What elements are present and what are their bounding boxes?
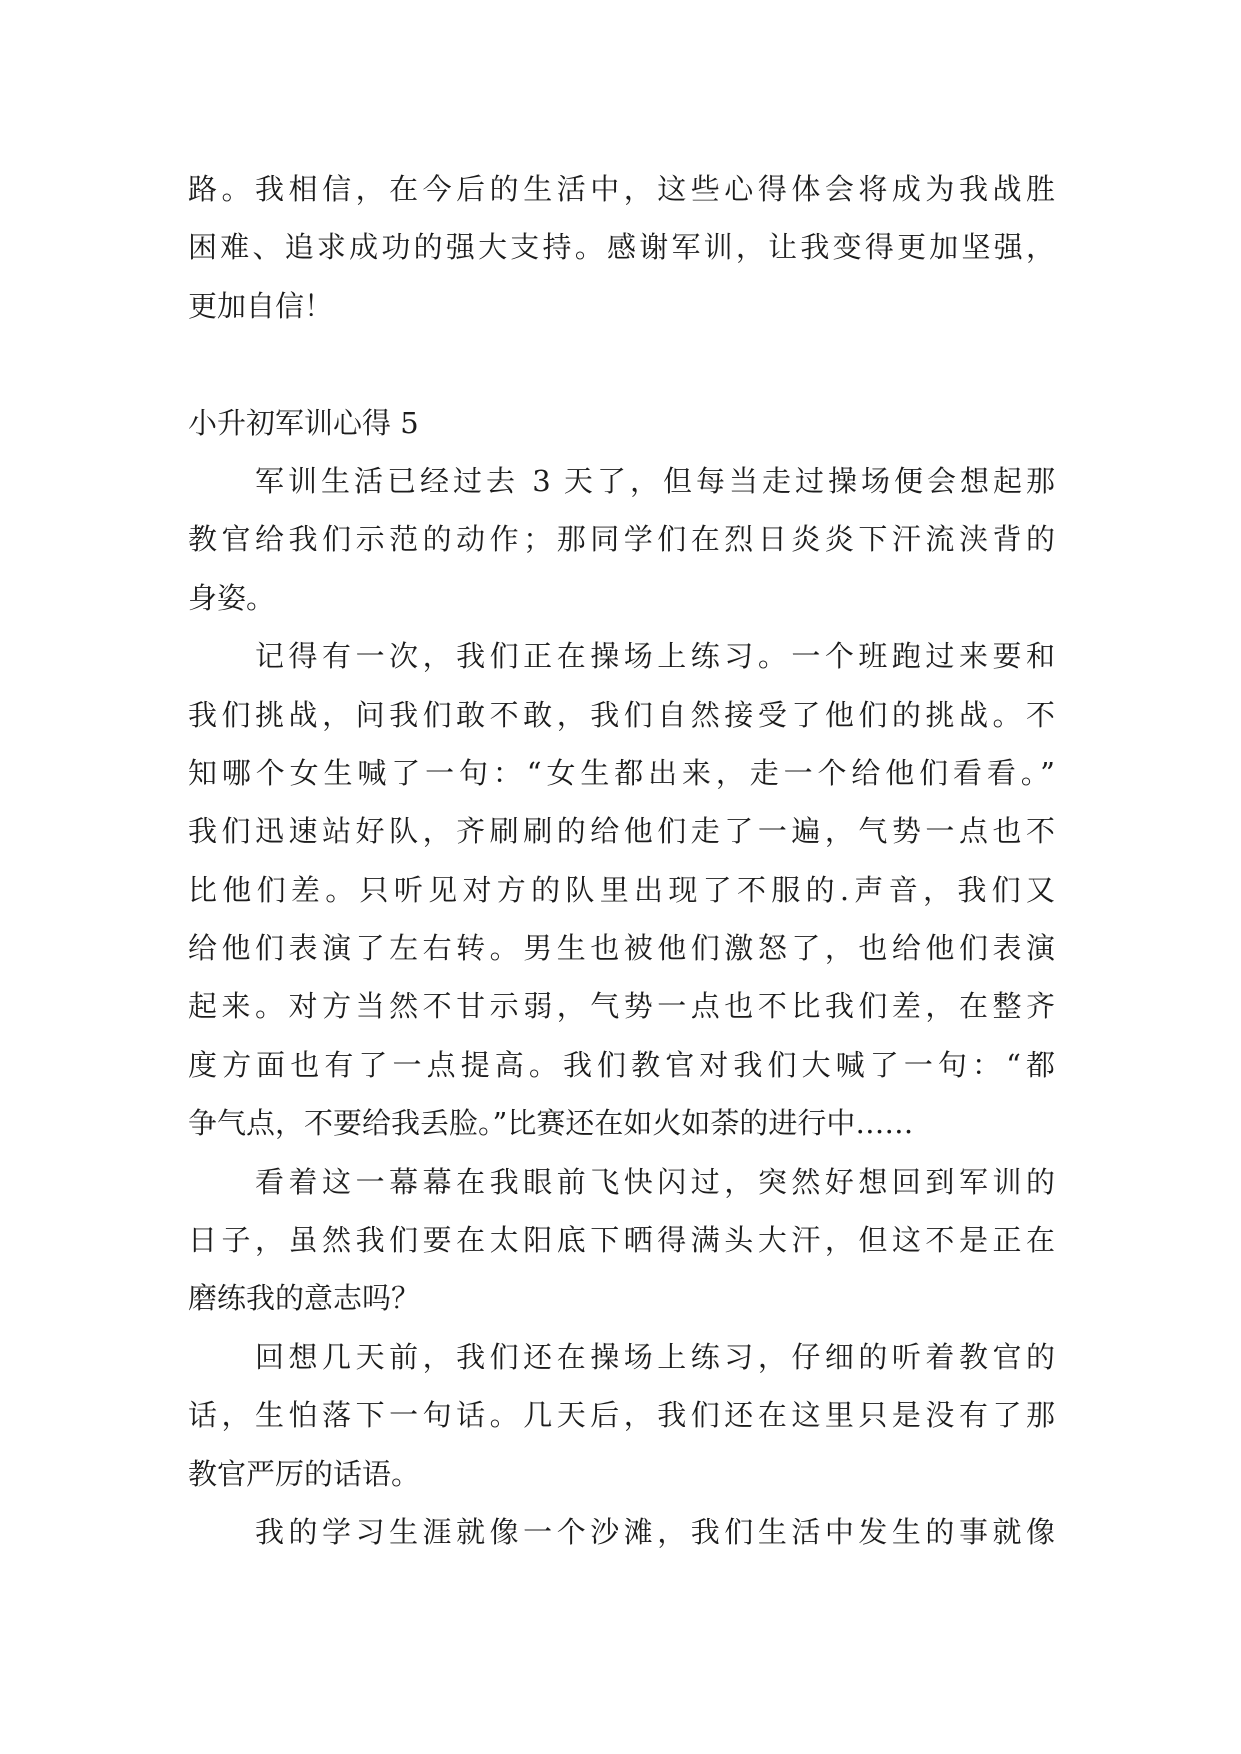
paragraph-line: 更加自信！ [188, 288, 334, 323]
paragraph-line: 比他们差。只听见对方的队里出现了不服的.声音，我们又 [188, 872, 1055, 907]
paragraph-line: 话，生怕落下一句话。几天后，我们还在这里只是没有了那 [188, 1398, 1055, 1433]
paragraph [188, 160, 1055, 335]
paragraph [188, 1503, 1055, 1561]
document-body [188, 160, 1055, 1561]
paragraph [188, 452, 1055, 627]
paragraph-line: 困难、追求成功的强大支持。感谢军训，让我变得更加坚强， [188, 230, 1055, 265]
paragraph-line: 我的学习生涯就像一个沙滩，我们生活中发生的事就像 [255, 1514, 1055, 1549]
paragraph-line: 教官严厉的话语。 [188, 1456, 421, 1491]
paragraph-line: 度方面也有了一点提高。我们教官对我们大喊了一句：“都 [188, 1047, 1055, 1082]
paragraph-line: 给他们表演了左右转。男生也被他们激怒了，也给他们表演 [188, 931, 1055, 966]
blank-line [188, 335, 1055, 393]
paragraph-line: 教官给我们示范的动作；那同学们在烈日炎炎下汗流浃背的 [188, 522, 1055, 557]
section-heading: 小升初军训心得 5 [188, 405, 419, 440]
paragraph-line: 路。我相信，在今后的生活中，这些心得体会将成为我战胜 [188, 172, 1055, 206]
paragraph-line: 磨练我的意志吗？ [188, 1281, 421, 1316]
paragraph-line: 看着这一幕幕在我眼前飞快闪过，突然好想回到军训的 [255, 1164, 1055, 1199]
paragraph-line: 我们迅速站好队，齐刷刷的给他们走了一遍，气势一点也不 [188, 814, 1055, 849]
paragraph [188, 627, 1055, 1153]
paragraph-line: 记得有一次，我们正在操场上练习。一个班跑过来要和 [255, 639, 1055, 674]
paragraph-line: 我们挑战，问我们敢不敢，我们自然接受了他们的挑战。不 [188, 697, 1055, 732]
paragraph-line: 回想几天前，我们还在操场上练习，仔细的听着教官的 [255, 1339, 1055, 1374]
paragraph-line: 身姿。 [188, 580, 276, 615]
paragraph-line: 起来。对方当然不甘示弱，气势一点也不比我们差，在整齐 [188, 989, 1055, 1024]
paragraph-line: 军训生活已经过去 3 天了，但每当走过操场便会想起那 [255, 463, 1055, 498]
paragraph-line: 知哪个女生喊了一句：“女生都出来，走一个给他们看看。” [188, 755, 1055, 790]
paragraph [188, 1153, 1055, 1328]
paragraph-line: 日子，虽然我们要在太阳底下晒得满头大汗，但这不是正在 [188, 1223, 1055, 1258]
paragraph [188, 1328, 1055, 1503]
paragraph-line: 争气点，不要给我丢脸。”比赛还在如火如荼的进行中…… [188, 1106, 914, 1141]
